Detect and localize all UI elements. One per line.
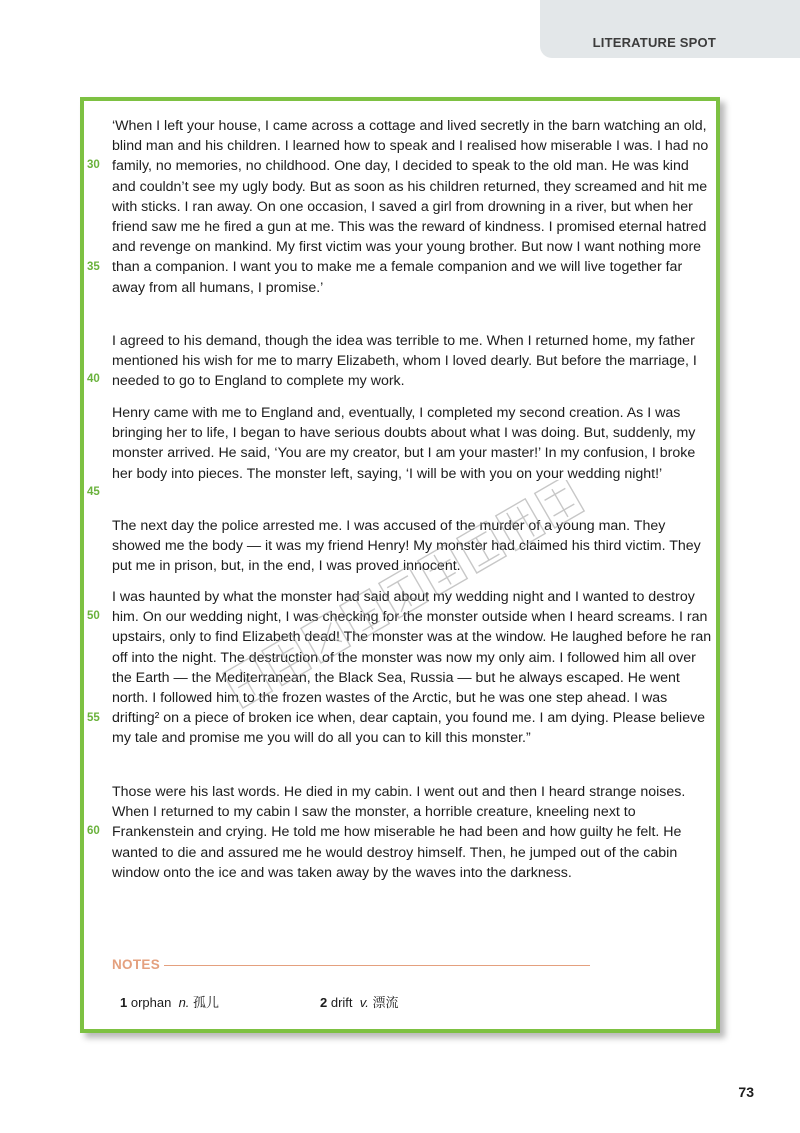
page-number: 73: [738, 1084, 754, 1100]
paragraph: I was haunted by what the monster had said about my wedding night and I wanted to destroy him. On our wedding night, I was checking for the monster outside when I heard screams. I ran upstairs, only to find Elizabeth dead! The monster was at the window. He laughed before he ran off into the night. The destruction of the monster was now my only aim. I followed him all over the Earth — the Mediterranean, the Black Sea, Russia — but he always escaped. He went north. I followed him to the frozen wastes of the Arctic, but he was one step ahead. I was drifting² on a piece of broken ice when, dear captain, you found me. I am dying. Please believe my tale and promise me you will do all you can to kill this monster.”: [112, 589, 712, 747]
line-number: 45: [87, 486, 100, 498]
line-number: 35: [87, 261, 100, 273]
paragraph: ‘When I left your house, I came across a cottage and lived secretly in the barn watching an old, blind man and his children. I learned how to speak and I realised how miserable I was. I had no family, no memories, no childhood. One day, I decided to speak to the old man. He was kind and couldn’t see my ugly body. But as soon as his children returned, they screamed and hit me with sticks. I ran away. On one occasion, I saved a girl from drowning in a river, but when her friend saw me he fired a gun at me. This was the reward of kindness. I promised eternal hatred and revenge on mankind. My first victim was your young brother. But now I want nothing more than a companion. I want you to make me a female companion and we will live together far away from all humans, I promise.’: [112, 118, 709, 296]
section-label: LITERATURE SPOT: [592, 35, 716, 50]
section-tab: [540, 0, 800, 58]
paragraph: The next day the police arrested me. I was accused of the murder of a young man. They showed me the body — it was my friend Henry! My monster had claimed his third victim. They put me in prison, but, in the end, I was proved innocent.: [112, 518, 701, 575]
note-number: 1: [120, 995, 128, 1010]
notes-heading: NOTES: [112, 957, 161, 972]
paragraph: Those were his last words. He died in my cabin. I went out and then I heard strange noises. When I returned to my cabin I saw the monster, a horrible creature, kneeling next to Frankenstein and crying. He told me how miserable he had been and how guilty he felt. He wanted to die and assured me he would destroy himself. Then, he jumped out of the cabin window onto the ice and was taken away by the waves into the darkness.: [112, 784, 686, 881]
note-translation: 漂流: [372, 995, 399, 1010]
line-number: 40: [87, 373, 100, 385]
paragraph: Henry came with me to England and, eventually, I completed my second creation. As I was bringing her to life, I began to have serious doubts about what I was doing. But, suddenly, my monster arrived. He said, ‘You are my creator, but I am your master!’ In my confusion, I broke her body into pieces. The monster left, saying, ‘I will be with you on your wedding night!’: [112, 405, 696, 482]
note-word: orphan: [130, 995, 172, 1010]
note-item: [320, 992, 399, 1011]
note-translation: 孤儿: [193, 995, 220, 1010]
line-number: 55: [87, 712, 100, 724]
note-number: 2: [320, 995, 328, 1010]
line-number: 50: [87, 610, 100, 622]
note-pos: n.: [178, 995, 190, 1010]
note-word: drift: [330, 995, 353, 1010]
paragraph: I agreed to his demand, though the idea was terrible to me. When I returned home, my father mentioned his wish for me to marry Elizabeth, whom I loved dearly. But before the marriage, I needed to go to England to complete my work.: [112, 333, 697, 390]
notes-divider: [164, 965, 590, 966]
note-item: [120, 992, 219, 1011]
note-pos: v.: [359, 995, 369, 1010]
line-number: 60: [87, 825, 100, 837]
line-number: 30: [87, 159, 100, 171]
